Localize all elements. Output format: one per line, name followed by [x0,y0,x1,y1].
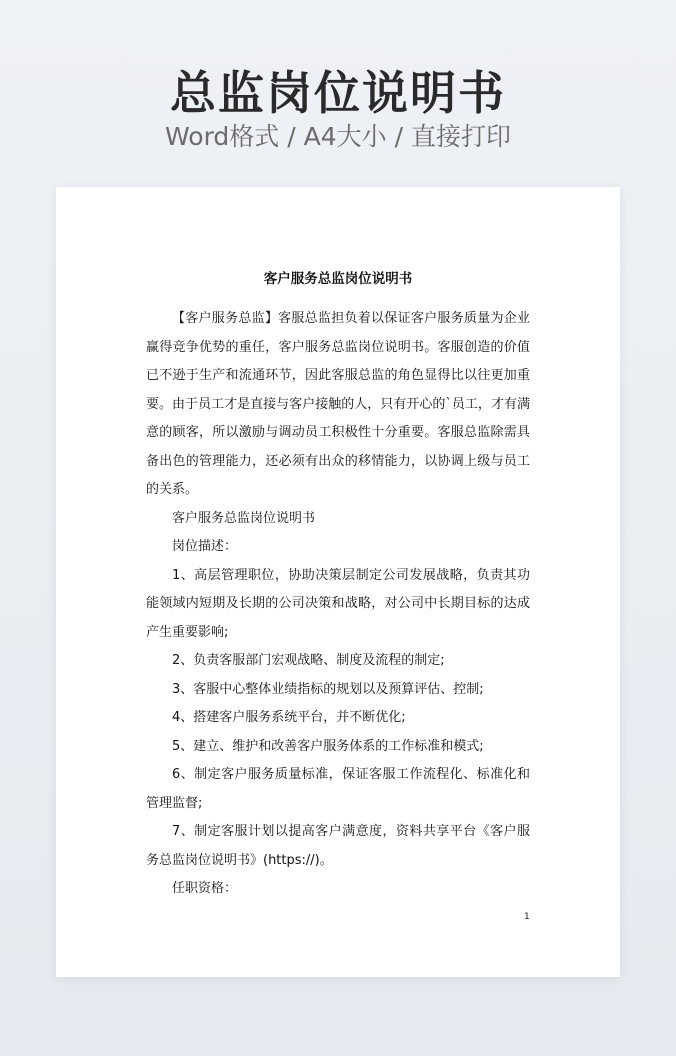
paragraph-job-description-label: 岗位描述： [172,539,238,554]
banner-subtitle: Word格式 / A4大小 / 直接打印 [165,122,511,151]
paragraph-item-1: 1、高层管理职位，协助决策层制定公司发展战略，负责其功能领域内短期及长期的公司决策和战略，对公司中长期目标的达成产生重要影响; [146,567,530,640]
paragraph-item-5: 5、建立、维护和改善客户服务体系的工作标准和模式; [172,738,484,754]
document-body [146,305,530,904]
paragraph-item-7: 7、制定客服计划以提高客户满意度，资料共享平台《客户服务总监岗位说明书》(https://)。 [146,824,530,868]
paragraph-heading: 客户服务总监岗位说明书 [172,510,316,526]
paragraph-item-4: 4、搭建客户服务系统平台，并不断优化; [172,710,406,725]
document-title: 客户服务总监岗位说明书 [263,271,413,287]
paragraph-item-6: 6、制定客户服务质量标准，保证客服工作流程化、标准化和管理监督; [146,767,530,811]
paragraph-intro: 【客户服务总监】客服总监担负着以保证客户服务质量为企业赢得竞争优势的重任，客户服务总监岗位说明书。客服创造的价值已不逊于生产和流通环节，因此客服总监的角色显得比以往更加重要。由于员工才是直接与客户接触的人，只有开心的`员工，才有满意的顾客，所以激励与调动员工积极性十分重要。客服总监除需具备出色的管理能力，还必须有出众的移情能力，以协调上级与员工的关系。 [146,311,530,497]
document-page [56,187,620,977]
paragraph-item-2: 2、负责客服部门宏观战略、制度及流程的制定; [172,653,445,668]
banner-title: 总监岗位说明书 [170,66,506,120]
paragraph-item-3: 3、客服中心整体业绩指标的规划以及预算评估、控制; [172,681,484,697]
paragraph-qualifications-label: 任职资格： [172,881,238,896]
page-number: 1 [524,912,530,922]
